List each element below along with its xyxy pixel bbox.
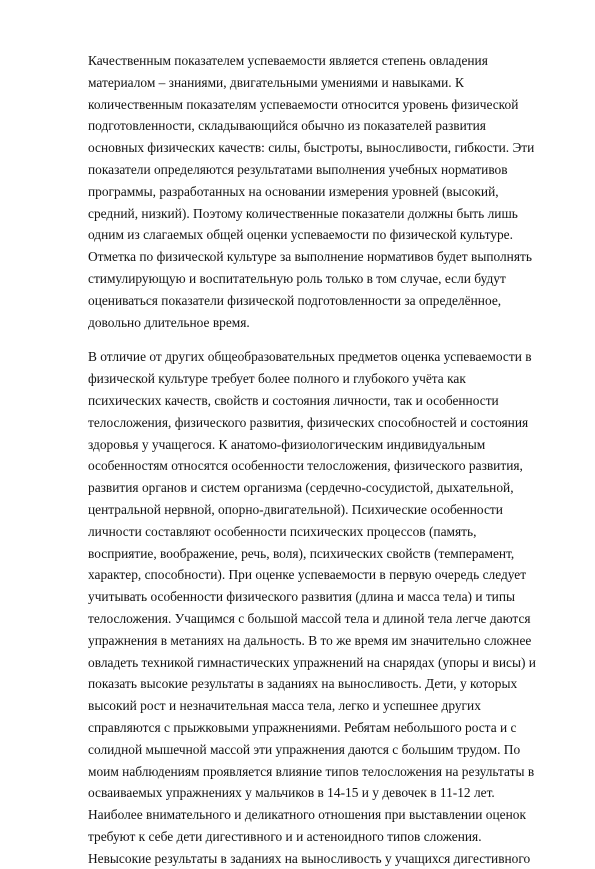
text-line: психических качеств, свойств и состояния личности, так и особенности (88, 392, 499, 408)
text-line: оцениваться показатели физической подготовленности за определённое, (88, 292, 502, 308)
document-body (88, 50, 544, 869)
text-line: развития органов и систем организма (сердечно-сосудистой, дыхательной, (88, 480, 514, 496)
text-line: подготовленности, складывающийся обычно из показателей развития (88, 118, 486, 134)
text-line: телосложения. Учащимся с большой массой тела и длиной тела легче даются (88, 610, 531, 626)
text-line: программы, разработанных на основании измерения уровней (высокий, (88, 183, 499, 199)
text-line: требуют к себе дети дигестивного и и астеноидного типов сложения. (88, 828, 482, 844)
paragraph-1 (88, 50, 544, 333)
paragraph-2 (88, 346, 544, 869)
text-line: осваиваемых упражнениях у мальчиков в 14-15 и у девочек в 11-12 лет. (88, 785, 495, 801)
text-line: моим наблюдениям проявляется влияние типов телосложения на результаты в (88, 763, 535, 779)
text-line: Отметка по физической культуре за выполнение нормативов будет выполнять (88, 249, 532, 265)
text-line: довольно длительное время. (88, 314, 250, 330)
text-line: характер, способности). При оценке успеваемости в первую очередь следует (88, 567, 527, 583)
text-line: основных физических качеств: силы, быстроты, выносливости, гибкости. Эти (88, 140, 535, 156)
text-line: центральной нервной, опорно-двигательной). Психические особенности (88, 501, 503, 517)
text-line: справляются с прыжковыми упражнениями. Ребятам небольшого роста и с (88, 719, 517, 735)
text-line: овладеть техникой гимнастических упражнений на снарядах (упоры и висы) и (88, 654, 536, 670)
text-line: показать высокие результаты в заданиях на выносливость. Дети, у которых (88, 676, 518, 692)
paragraph-spacer (88, 333, 544, 346)
text-line: Качественным показателем успеваемости является степень овладения (88, 53, 488, 68)
text-line: солидной мышечной массой эти упражнения даются с большим трудом. По (88, 741, 521, 757)
text-line: одним из слагаемых общей оценки успеваемости по физической культуре. (88, 227, 513, 243)
text-line: Невысокие результаты в заданиях на выносливость у учащихся дигестивного (88, 850, 531, 866)
text-line: восприятие, воображение, речь, воля), психических свойств (темперамент, (88, 545, 515, 561)
text-line: здоровья у учащегося. К анатомо-физиологическим индивидуальным (88, 436, 486, 452)
text-line: личности составляют особенности психических процессов (память, (88, 523, 477, 539)
text-line: материалом – знаниями, двигательными умениями и навыками. К (88, 74, 464, 90)
text-line: особенностям относятся особенности телосложения, физического развития, (88, 458, 523, 474)
text-line: В отличие от других общеобразовательных предметов оценка успеваемости в (88, 349, 532, 365)
text-line: стимулирующую и воспитательную роль только в том случае, если будут (88, 270, 506, 286)
text-line: количественным показателям успеваемости относится уровень физической (88, 96, 519, 112)
text-line: упражнения в метаниях на дальность. В то же время им значительно сложнее (88, 632, 532, 648)
text-line: физической культуре требует более полного и глубокого учёта как (88, 371, 466, 387)
text-line: телосложения, физического развития, физических способностей и состояния (88, 414, 529, 430)
text-line: высокий рост и незначительная масса тела, легко и успешнее других (88, 698, 481, 714)
text-line: учитывать особенности физического развития (длина и масса тела) и типы (88, 589, 516, 605)
text-line: средний, низкий). Поэтому количественные показатели должны быть лишь (88, 205, 518, 221)
text-line: Наиболее внимательного и деликатного отношения при выставлении оценок (88, 807, 526, 823)
text-line: показатели определяются результатами выполнения учебных нормативов (88, 161, 508, 177)
